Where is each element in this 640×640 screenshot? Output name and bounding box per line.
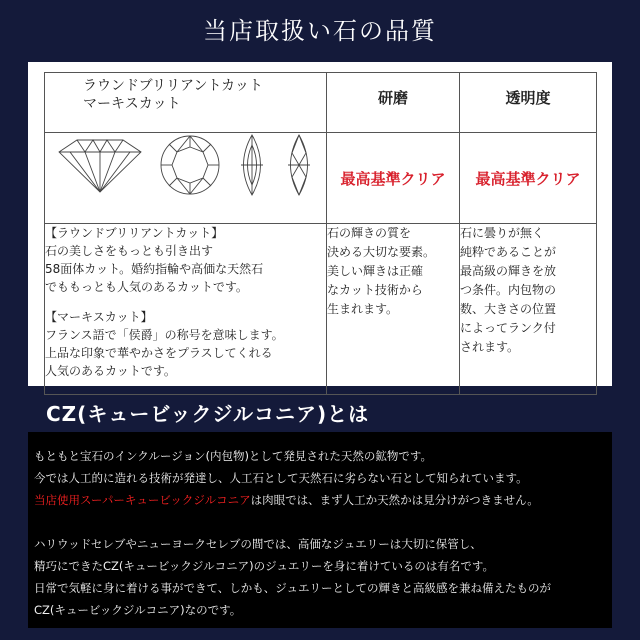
quality-table — [44, 72, 597, 395]
cz-text-line: 今では人工的に造れる技術が発達し、人工石として天然石に劣らない石として知られています。 — [34, 471, 528, 485]
clarity-desc-line: によってランク付 — [460, 321, 556, 335]
cz-body — [34, 445, 614, 621]
cz-text-line: ハリウッドセレブやニューヨークセレブの間では、高価なジュエリーは大切に保管し、 — [34, 537, 482, 551]
polish-description — [327, 224, 460, 395]
polish-desc-line: 決める大切な要素。 — [327, 245, 436, 259]
marquise-top-icon — [282, 133, 316, 197]
cz-text-span: は肉眼では、まず人工か天然かは見分けがつきません。 — [250, 493, 539, 507]
cut-desc-line: 上品な印象で華やかさをプラスしてくれる — [45, 346, 273, 360]
gem-illustrations — [45, 133, 327, 224]
clarity-header: 透明度 — [460, 73, 597, 133]
cz-text-line: CZ(キュービックジルコニア)なのです。 — [34, 603, 242, 617]
polish-desc-line: なカット技術から — [327, 283, 423, 297]
round-brilliant-top-icon — [158, 133, 222, 197]
quality-panel — [28, 62, 612, 386]
clarity-grade: 最高基準クリア — [460, 133, 597, 224]
round-brilliant-side-icon — [55, 134, 145, 196]
clarity-desc-line: つ条件。内包物の — [460, 283, 557, 297]
polish-grade: 最高基準クリア — [327, 133, 460, 224]
cut-desc-line: 【ラウンドブリリアントカット】 — [45, 226, 224, 240]
cut-desc-line: フランス語で「侯爵」の称号を意味します。 — [45, 328, 284, 342]
clarity-desc-line: 石に曇りが無く — [460, 226, 545, 240]
clarity-desc-line: されます。 — [460, 340, 520, 354]
polish-header: 研磨 — [327, 73, 460, 133]
cut-desc-line: 58面体カット。婚約指輪や高価な天然石 — [45, 262, 264, 276]
cut-name-marquise: マーキスカット — [83, 96, 181, 112]
cz-text-line — [34, 489, 614, 511]
clarity-desc-line: 純粋であることが — [460, 245, 557, 259]
cz-text-line: 日常で気軽に身に着ける事ができて、しかも、ジュエリーとしての輝きと高級感を兼ね備えたものが — [34, 581, 552, 595]
cz-heading: CZ(キュービックジルコニア)とは — [46, 402, 370, 426]
cz-text-line: もともと宝石のインクルージョン(内包物)として発見された天然の鉱物です。 — [34, 449, 433, 463]
cz-highlight: 当店使用スーパーキュービックジルコニア — [34, 493, 251, 507]
cut-desc-line: でももっとも人気のあるカットです。 — [45, 280, 248, 294]
clarity-desc-line: 最高級の輝きを放 — [460, 264, 557, 278]
clarity-description — [460, 224, 597, 395]
cut-name-round: ラウンドブリリアントカット — [83, 78, 263, 94]
marquise-side-icon — [235, 133, 269, 197]
cut-description — [45, 224, 327, 395]
cut-desc-line: 人気のあるカットです。 — [45, 364, 176, 378]
cut-desc-line: 【マーキスカット】 — [45, 310, 153, 324]
polish-desc-line: 美しい輝きは正確 — [327, 264, 424, 278]
page-title: 当店取扱い石の品質 — [203, 16, 437, 45]
polish-desc-line: 生まれます。 — [327, 302, 399, 316]
clarity-desc-line: 数、大きさの位置 — [460, 302, 557, 316]
cz-text-line: 精巧にできたCZ(キュービックジルコニア)のジュエリーを身に着けているのは有名です。 — [34, 559, 494, 573]
cut-names-header — [45, 73, 327, 133]
polish-desc-line: 石の輝きの質を — [327, 226, 412, 240]
cut-desc-line: 石の美しさをもっとも引き出す — [45, 244, 214, 258]
